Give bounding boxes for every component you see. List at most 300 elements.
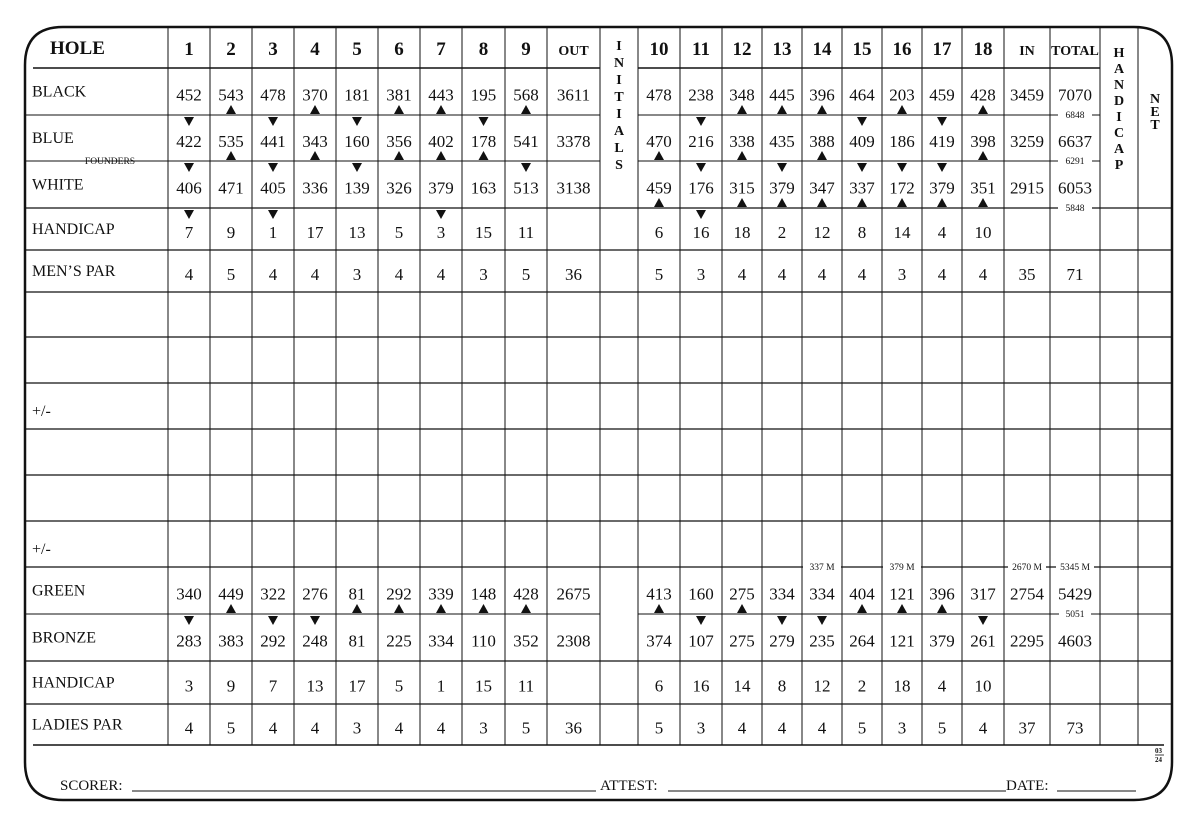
cell-value: 4 bbox=[310, 265, 320, 284]
cell-value: 37 bbox=[1018, 718, 1036, 738]
cell-value: 347 bbox=[809, 178, 835, 198]
cell-value: 343 bbox=[302, 132, 328, 151]
cell-value: 4 bbox=[978, 718, 988, 738]
initials-vertical-label bbox=[614, 39, 625, 173]
cell-value: 18 bbox=[733, 223, 751, 242]
cell-value: 383 bbox=[218, 631, 244, 651]
tee-marker-up bbox=[897, 105, 907, 114]
cell-value: 8 bbox=[857, 223, 867, 242]
tee-marker-down bbox=[696, 117, 706, 126]
tee-marker-down bbox=[268, 117, 278, 126]
cell-value: 6637 bbox=[1058, 132, 1092, 151]
cell-value: 172 bbox=[889, 178, 915, 198]
cell-value: 404 bbox=[849, 584, 875, 604]
cell-value: 478 bbox=[260, 85, 286, 105]
cell-value: 248 bbox=[302, 631, 328, 651]
date-label[interactable]: DATE: bbox=[1006, 778, 1049, 794]
tee-marker-up bbox=[978, 151, 988, 160]
tee-marker-down bbox=[897, 163, 907, 172]
cell-value: 3 bbox=[184, 676, 194, 696]
cell-value: 3 bbox=[897, 265, 907, 284]
tee-marker-down bbox=[184, 117, 194, 126]
cell-value: 7 bbox=[268, 676, 278, 696]
row-label-ladies-par: LADIES PAR bbox=[32, 716, 123, 734]
cell-value: 5 bbox=[654, 718, 664, 738]
cell-value: 5429 bbox=[1058, 584, 1092, 604]
cell-value: 4603 bbox=[1058, 631, 1092, 651]
hole-header-2: 2 bbox=[226, 39, 236, 60]
hole-header-13: 13 bbox=[772, 39, 792, 60]
hole-header-7: 7 bbox=[436, 39, 446, 60]
cell-value: 36 bbox=[565, 718, 582, 738]
initials-vertical-label-letter: N bbox=[613, 56, 625, 71]
handicap-vertical-label-letter: N bbox=[1113, 78, 1125, 93]
cell-value: 449 bbox=[218, 584, 244, 604]
cell-value: 4 bbox=[436, 265, 446, 284]
tee-marker-up bbox=[737, 604, 747, 613]
cell-value: 4 bbox=[184, 265, 194, 284]
hole-header-4: 4 bbox=[310, 39, 320, 60]
tee-marker-up bbox=[394, 151, 404, 160]
cell-value: 17 bbox=[348, 676, 366, 696]
net-vertical-label-letter: N bbox=[1149, 92, 1161, 107]
tee-marker-down bbox=[696, 163, 706, 172]
cell-value: 279 bbox=[769, 631, 795, 651]
cell-value: 452 bbox=[176, 85, 202, 105]
row-label-white: WHITE bbox=[32, 176, 84, 194]
cell-value: 139 bbox=[344, 178, 370, 198]
plus-minus-label: +/- bbox=[32, 403, 51, 420]
cell-value: 4 bbox=[777, 265, 787, 284]
cell-value: 471 bbox=[218, 178, 244, 198]
row-label-handicap: HANDICAP bbox=[32, 221, 115, 238]
tee-marker-up bbox=[937, 198, 947, 207]
tee-marker-up bbox=[937, 604, 947, 613]
cell-value: 4 bbox=[937, 223, 947, 242]
hole-header-5: 5 bbox=[352, 39, 362, 60]
cell-value: 71 bbox=[1066, 265, 1084, 284]
hole-header-6: 6 bbox=[394, 39, 404, 60]
cell-value: 11 bbox=[517, 223, 535, 242]
cell-value: 107 bbox=[688, 631, 714, 651]
cell-value: 81 bbox=[348, 631, 366, 651]
scorecard-cells bbox=[32, 38, 1160, 738]
tee-marker-up bbox=[654, 604, 664, 613]
tee-marker-up bbox=[226, 105, 236, 114]
cell-value: 110 bbox=[471, 631, 496, 651]
cell-value: 4 bbox=[937, 676, 947, 696]
cell-value: 17 bbox=[306, 223, 324, 242]
cell-value: 203 bbox=[889, 85, 915, 105]
cell-value: 4 bbox=[310, 718, 320, 738]
cell-value: 338 bbox=[729, 132, 755, 151]
cell-value: 428 bbox=[970, 85, 996, 105]
cell-value: 396 bbox=[929, 584, 955, 604]
cell-value: 11 bbox=[517, 676, 535, 696]
hole-header-3: 3 bbox=[268, 39, 278, 60]
cell-value: 351 bbox=[970, 178, 996, 198]
cell-value: 396 bbox=[809, 85, 835, 105]
cell-value: 441 bbox=[260, 132, 286, 151]
tee-marker-up bbox=[226, 151, 236, 160]
cell-value: 356 bbox=[386, 132, 412, 151]
cell-value: 186 bbox=[889, 132, 915, 151]
initials-vertical-label-letter: I bbox=[616, 107, 622, 122]
row-label-handicap: HANDICAP bbox=[32, 674, 115, 692]
cell-value: 3 bbox=[897, 718, 907, 738]
cell-value: 5 bbox=[857, 718, 867, 738]
row-label-blue: BLUE bbox=[32, 130, 74, 147]
plus-minus-label: +/- bbox=[32, 541, 51, 558]
cell-value: 2754 bbox=[1010, 584, 1044, 604]
tee-marker-up bbox=[521, 604, 531, 613]
cell-value: 5 bbox=[394, 223, 404, 242]
hole-header-1: 1 bbox=[184, 39, 194, 60]
cell-value: 405 bbox=[260, 178, 286, 198]
cell-value: 264 bbox=[849, 631, 875, 651]
tee-marker-down bbox=[268, 616, 278, 625]
cell-value: 388 bbox=[809, 132, 835, 151]
cell-value: 5 bbox=[521, 718, 531, 738]
cell-value: 340 bbox=[176, 584, 202, 604]
cell-value: 4 bbox=[394, 265, 404, 284]
cell-value: 4 bbox=[737, 265, 747, 284]
tee-marker-down bbox=[352, 117, 362, 126]
cell-value: 9 bbox=[226, 676, 236, 696]
cell-value: 419 bbox=[929, 132, 955, 151]
tee-marker-up bbox=[479, 151, 489, 160]
cell-value: 326 bbox=[386, 178, 412, 198]
tee-marker-up bbox=[817, 151, 827, 160]
hole-header-9: 9 bbox=[521, 39, 531, 60]
cell-value: 337 bbox=[849, 178, 875, 198]
hole-header-12: 12 bbox=[732, 39, 752, 60]
tee-marker-up bbox=[857, 198, 867, 207]
tee-marker-down bbox=[777, 163, 787, 172]
cell-value: 464 bbox=[849, 85, 875, 105]
cell-value: 3138 bbox=[556, 178, 591, 198]
cell-value: 81 bbox=[348, 584, 366, 604]
cell-value: 181 bbox=[344, 85, 370, 105]
cell-value: 2675 bbox=[556, 584, 591, 604]
cell-value: 15 bbox=[475, 223, 492, 242]
green-meter-note: 2670 M bbox=[1012, 563, 1042, 573]
tee-marker-up bbox=[479, 604, 489, 613]
cell-value: 3 bbox=[352, 265, 362, 284]
handicap-vertical-label-letter: C bbox=[1113, 126, 1125, 141]
cell-value: 406 bbox=[176, 178, 202, 198]
cell-value: 334 bbox=[428, 631, 454, 651]
tee-marker-down bbox=[479, 117, 489, 126]
cell-value: 422 bbox=[176, 132, 202, 151]
tee-marker-up bbox=[521, 105, 531, 114]
cell-value: 3 bbox=[479, 265, 488, 284]
tee-marker-up bbox=[352, 604, 362, 613]
cell-value: 3459 bbox=[1010, 85, 1044, 105]
cell-value: 5 bbox=[654, 265, 664, 284]
cell-value: 4 bbox=[777, 718, 787, 738]
cell-value: 3611 bbox=[556, 85, 591, 105]
tee-marker-down bbox=[352, 163, 362, 172]
initials-vertical-label-letter: L bbox=[614, 141, 624, 156]
tee-marker-up bbox=[897, 198, 907, 207]
tee-marker-down bbox=[978, 616, 988, 625]
cell-value: 2308 bbox=[556, 631, 591, 651]
cell-value: 435 bbox=[769, 132, 795, 151]
cell-value: 5 bbox=[521, 265, 531, 284]
attest-label[interactable]: ATTEST: bbox=[600, 778, 658, 794]
tee-marker-up bbox=[978, 198, 988, 207]
cell-value: 317 bbox=[970, 584, 996, 604]
cell-value: 275 bbox=[729, 631, 755, 651]
cell-value: 121 bbox=[889, 584, 915, 604]
hole-header-11: 11 bbox=[692, 39, 710, 60]
cell-value: 459 bbox=[646, 178, 672, 198]
cell-value: 238 bbox=[688, 85, 714, 105]
hole-header-18: 18 bbox=[973, 39, 993, 60]
cell-value: 195 bbox=[470, 85, 497, 105]
cell-value: 73 bbox=[1066, 718, 1084, 738]
cell-value: 379 bbox=[428, 178, 454, 198]
cell-value: 160 bbox=[688, 584, 714, 604]
tee-marker-up bbox=[654, 151, 664, 160]
tee-marker-up bbox=[310, 105, 320, 114]
tee-marker-down bbox=[521, 163, 531, 172]
net-vertical-label bbox=[1150, 92, 1160, 133]
tee-marker-up bbox=[394, 105, 404, 114]
founders-total: 6291 bbox=[1065, 157, 1085, 167]
tee-marker-up bbox=[226, 604, 236, 613]
cell-value: 4 bbox=[817, 718, 827, 738]
handicap-vertical-label-letter: D bbox=[1113, 94, 1125, 109]
cell-value: 352 bbox=[513, 631, 539, 651]
cell-value: 568 bbox=[513, 85, 539, 105]
form-code-bottom: 24 bbox=[1155, 756, 1162, 764]
cell-value: 409 bbox=[849, 132, 875, 151]
hole-header-15: 15 bbox=[852, 39, 872, 60]
cell-value: 5 bbox=[394, 676, 404, 696]
initials-vertical-label-letter: I bbox=[616, 73, 622, 88]
cell-value: 334 bbox=[809, 584, 835, 604]
cell-value: 470 bbox=[646, 132, 672, 151]
cell-value: 10 bbox=[974, 676, 992, 696]
tee-marker-down bbox=[857, 163, 867, 172]
tee-marker-down bbox=[696, 616, 706, 625]
tee-marker-down bbox=[696, 210, 706, 219]
cell-value: 121 bbox=[889, 631, 915, 651]
handicap-vertical-label-letter: A bbox=[1113, 62, 1125, 77]
cell-value: 443 bbox=[428, 85, 454, 105]
tee-marker-up bbox=[394, 604, 404, 613]
cell-value: 2 bbox=[777, 223, 787, 242]
cell-value: 18 bbox=[893, 676, 911, 696]
cell-value: 178 bbox=[470, 132, 497, 151]
cell-value: 276 bbox=[302, 584, 328, 604]
tee-marker-up bbox=[436, 151, 446, 160]
tee-marker-up bbox=[857, 604, 867, 613]
tee-marker-up bbox=[777, 198, 787, 207]
scorer-label[interactable]: SCORER: bbox=[60, 778, 123, 794]
cell-value: 541 bbox=[513, 132, 539, 151]
cell-value: 8 bbox=[777, 676, 787, 696]
green-meter-note: 379 M bbox=[889, 563, 915, 573]
hole-header-label: HOLE bbox=[50, 38, 105, 59]
cell-value: 16 bbox=[692, 223, 710, 242]
hole-header-14: 14 bbox=[812, 39, 832, 60]
cell-value: 163 bbox=[470, 178, 497, 198]
tee-marker-up bbox=[777, 105, 787, 114]
cell-value: 216 bbox=[688, 132, 714, 151]
cell-value: 348 bbox=[729, 85, 755, 105]
cell-value: 374 bbox=[646, 631, 672, 651]
cell-value: 225 bbox=[386, 631, 412, 651]
cell-value: 381 bbox=[386, 85, 412, 105]
cell-value: 283 bbox=[176, 631, 202, 651]
cell-value: 160 bbox=[344, 132, 370, 151]
cell-value: 9 bbox=[226, 223, 236, 242]
cell-value: 322 bbox=[260, 584, 286, 604]
tee-marker-down bbox=[937, 117, 947, 126]
cell-value: 379 bbox=[929, 178, 955, 198]
row-label-bronze: BRONZE bbox=[32, 629, 96, 647]
tee-marker-up bbox=[978, 105, 988, 114]
tee-marker-down bbox=[777, 616, 787, 625]
cell-value: 398 bbox=[970, 132, 996, 151]
cell-value: 4 bbox=[184, 718, 194, 738]
cell-value: 315 bbox=[729, 178, 755, 198]
cell-value: 4 bbox=[436, 718, 446, 738]
cell-value: 13 bbox=[306, 676, 324, 696]
cell-value: 336 bbox=[302, 178, 328, 198]
cell-value: 14 bbox=[893, 223, 911, 242]
net-vertical-label-letter: T bbox=[1150, 118, 1160, 133]
cell-value: 3 bbox=[696, 265, 706, 284]
handicap-vertical-label-letter: H bbox=[1113, 46, 1125, 61]
tee-marker-up bbox=[310, 151, 320, 160]
cell-value: 7 bbox=[184, 223, 194, 242]
tee-marker-down bbox=[184, 616, 194, 625]
cell-value: 275 bbox=[729, 584, 755, 604]
cell-value: 148 bbox=[470, 584, 497, 604]
hole-header-10: 10 bbox=[649, 39, 669, 60]
cell-value: 402 bbox=[428, 132, 454, 151]
tee-marker-down bbox=[857, 117, 867, 126]
cell-value: 3378 bbox=[556, 132, 591, 151]
tee-marker-up bbox=[737, 198, 747, 207]
initials-vertical-label-letter: I bbox=[616, 39, 622, 54]
form-code-top: 03 bbox=[1155, 747, 1162, 755]
cell-value: 261 bbox=[970, 631, 996, 651]
cell-value: 14 bbox=[733, 676, 751, 696]
founders-total: 6848 bbox=[1065, 111, 1085, 121]
cell-value: 4 bbox=[268, 265, 278, 284]
cell-value: 4 bbox=[817, 265, 827, 284]
cell-value: 292 bbox=[260, 631, 286, 651]
cell-value: 12 bbox=[813, 676, 831, 696]
cell-value: 334 bbox=[769, 584, 795, 604]
tee-marker-down bbox=[268, 163, 278, 172]
cell-value: 1 bbox=[436, 676, 446, 696]
row-label-men-s-par: MEN’S PAR bbox=[32, 263, 116, 280]
cell-value: 176 bbox=[688, 178, 714, 198]
cell-value: 4 bbox=[737, 718, 747, 738]
handicap-vertical-label bbox=[1114, 46, 1125, 173]
cell-value: 292 bbox=[386, 584, 412, 604]
initials-vertical-label-letter: T bbox=[614, 90, 624, 105]
cell-value: 543 bbox=[218, 85, 244, 105]
cell-value: 16 bbox=[692, 676, 710, 696]
hole-header-16: 16 bbox=[892, 39, 912, 60]
net-vertical-label-letter: E bbox=[1150, 105, 1160, 120]
tee-marker-down bbox=[184, 163, 194, 172]
cell-value: 1 bbox=[268, 223, 278, 242]
tee-marker-up bbox=[817, 198, 827, 207]
cell-value: 535 bbox=[218, 132, 244, 151]
cell-value: 10 bbox=[974, 223, 992, 242]
cell-value: 513 bbox=[513, 178, 539, 198]
hole-header-total: TOTAL bbox=[1051, 44, 1099, 59]
tee-marker-up bbox=[737, 105, 747, 114]
handicap-vertical-label-letter: P bbox=[1114, 158, 1124, 173]
tee-marker-down bbox=[310, 616, 320, 625]
hole-header-8: 8 bbox=[478, 39, 489, 60]
cell-value: 7070 bbox=[1058, 85, 1092, 105]
green-meter-note: 5345 M bbox=[1060, 563, 1090, 573]
cell-value: 478 bbox=[646, 85, 672, 105]
cell-value: 4 bbox=[857, 265, 867, 284]
cell-value: 3259 bbox=[1010, 132, 1044, 151]
cell-value: 12 bbox=[813, 223, 831, 242]
cell-value: 339 bbox=[428, 584, 454, 604]
cell-value: 379 bbox=[929, 631, 955, 651]
green-meter-note: 337 M bbox=[809, 563, 835, 573]
cell-value: 445 bbox=[769, 85, 795, 105]
tee-marker-down bbox=[817, 616, 827, 625]
cell-value: 4 bbox=[937, 265, 947, 284]
cell-value: 413 bbox=[646, 584, 672, 604]
founders-label: FOUNDERS bbox=[84, 157, 136, 167]
tee-marker-up bbox=[436, 105, 446, 114]
cell-value: 3 bbox=[696, 718, 706, 738]
cell-value: 4 bbox=[394, 718, 404, 738]
cell-value: 4 bbox=[268, 718, 278, 738]
cell-value: 5 bbox=[226, 265, 236, 284]
tee-marker-down bbox=[184, 210, 194, 219]
initials-vertical-label-letter: S bbox=[615, 158, 623, 173]
cell-value: 235 bbox=[809, 631, 835, 651]
cell-value: 459 bbox=[929, 85, 955, 105]
founders-total: 5848 bbox=[1065, 204, 1085, 214]
tee-marker-up bbox=[897, 604, 907, 613]
cell-value: 3 bbox=[436, 223, 446, 242]
cell-value: 3 bbox=[479, 718, 488, 738]
cell-value: 35 bbox=[1018, 265, 1036, 284]
cell-value: 370 bbox=[302, 85, 328, 105]
cell-value: 13 bbox=[348, 223, 366, 242]
cell-value: 379 bbox=[769, 178, 795, 198]
cell-value: 428 bbox=[513, 584, 539, 604]
tee-marker-up bbox=[654, 198, 664, 207]
cell-value: 5 bbox=[226, 718, 236, 738]
cell-value: 5 bbox=[937, 718, 947, 738]
cell-value: 6 bbox=[654, 223, 664, 242]
tee-marker-up bbox=[737, 151, 747, 160]
cell-value: 15 bbox=[475, 676, 492, 696]
hole-header-in: IN bbox=[1019, 44, 1035, 59]
cell-value: 6053 bbox=[1058, 178, 1092, 198]
tee-marker-down bbox=[268, 210, 278, 219]
tee-marker-down bbox=[937, 163, 947, 172]
